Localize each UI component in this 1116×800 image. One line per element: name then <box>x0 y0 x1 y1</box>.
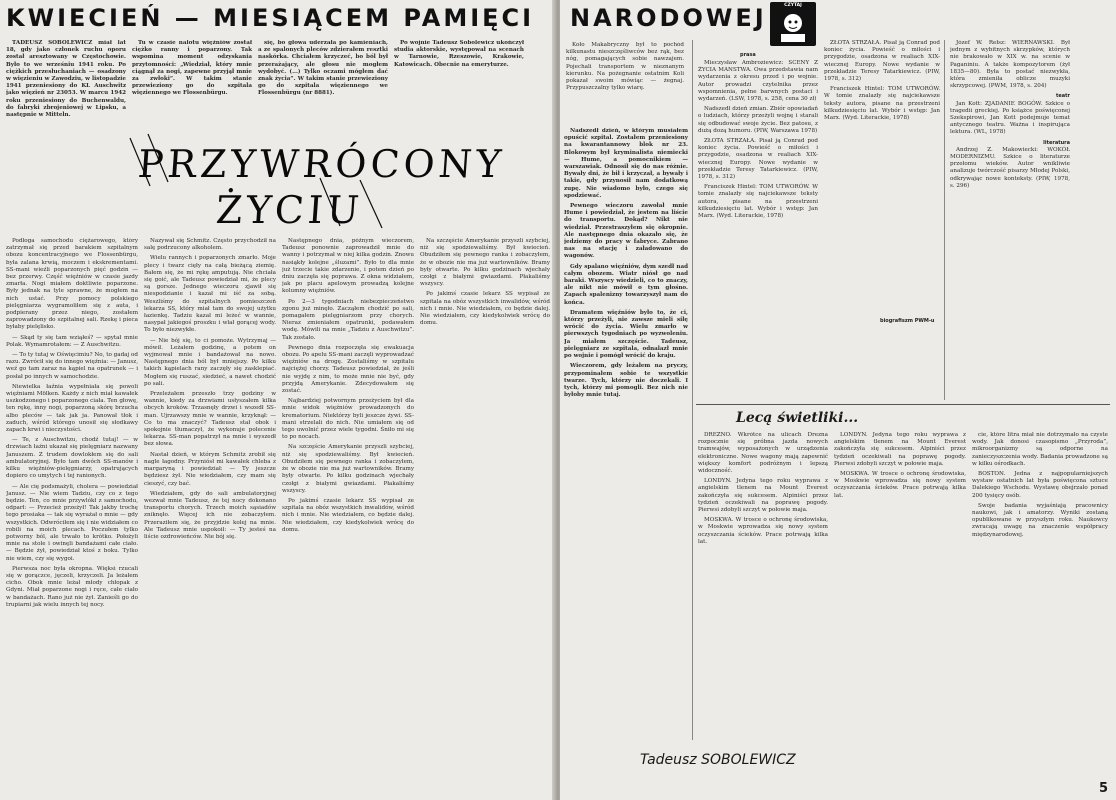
body-paragraph: — Ale cię podsmażyli, cholera — powiedział Janusz. — Nie wiem Tadziu, czy co z tego będzie. Ten, co mnie przywlókł z samochodu, odparł: — Przecież przeżył! Tak jakby trochę tego prosiaka — tak się wyrażał o mnie — gdy wszystkich. Odwróciłem się i nie widziałem co robili na moich plecach. Poczułem tylko potworny ból, ale trwało to krótko. Położyli mnie na stole i owinęli bandażami całe ciało. — Będzie żył, powiedział ktoś z boku. Tylko nie wiem, czy się wygoi. <box>6 483 138 562</box>
banner-title-right: NARODOWEJ <box>570 4 767 32</box>
sidebar-column-2 <box>824 40 940 396</box>
sidebar-label-literatura: literatura <box>1043 139 1070 146</box>
body-paragraph: Następnego dnia, późnym wieczorem, Tadeusz ponownie zaprowadził mnie do wanny i potrzymał w niej kilka godzin. Znowu nasiąkły kolejne „śluzami”. Było to dla mnie już trzecie takie zdarzenie, i potem dzień po dniu zaczęła się poprawa. Z okna widziałem, jak po placu apelowym prowadzą kolejne kolumny więźniów. <box>282 238 414 295</box>
body-paragraph: Pewnego wieczoru zawołał mnie Hume i powiedział, że jestem na liście do transportu. Dokąd? Nikt nie wiedział. Przestraszyłem się okropnie. Ale następnego dnia okazało się, że jedziemy do pracy w fabryce. Zabrano nas na stację i załadowano do wagonów. <box>564 203 688 260</box>
body-paragraph: Po 2—3 tygodniach niebezpieczeństwo zgonu już minęło. Zacząłem chodzić po sali, pomagałem pielęgniarzom przy chorych. Nieraz zmieniałem opatrunki, podawałem wodę. Mówili na mnie „Tadziu z Auschwitzu”. Tak zostało. <box>282 298 414 341</box>
column-divider <box>944 40 945 400</box>
sidebar-item: Nadszedł dzień zmian. Zbiór opowiadań o ludziach, którzy przeżyli wojnę i starali się odbudować swoje życie. Bez patosu, z dużą dozą humoru. (PIW, Warszawa 1978) <box>698 106 818 134</box>
article-title-line-2: ŻYCIU <box>214 188 365 232</box>
news-item: LONDYN. Jedyna tego roku wyprawa z angielskim tlenem na Mount Everest zakończyła się sukcesem. Alpiniści przez tydzień oczekiwali na poprawę pogody. Pierwsi zdobyli szczyt w połowie maja. <box>698 478 828 514</box>
body-paragraph: — To ty tutaj w Oświęcimiu? No, to gadaj od razu. Zwrócił się do innego więźnia: — Janusz, weź go tam zaraz na kąpiel na opatrunek — i posłał po innych w samochodzie. <box>6 352 138 380</box>
sidebar-label-teatr: teatr <box>1055 93 1070 100</box>
sidebar-label-books: biografiszm PWM-u <box>880 318 935 324</box>
news-item: BOSTON. Jedna z najpopularniejszych wystaw ostatnich lat była poświęcona sztuce Dalekiego Wschodu. Wystawę obejrzało ponad 200 tysięcy osób. <box>972 471 1108 499</box>
body-paragraph: Nazywał się Schmitz. Często przychodził na salę podrzucony alkoholem. <box>144 238 276 252</box>
body-paragraph: Dramatem więźniów było to, że ci, którzy przeżyli, nie zawsze mieli siłę wrócić do życia. Wielu zmarło w pierwszych tygodniach po wyzwoleniu. Ja miałem szczęście. Tadeusz, pielęgniarz ze szpitala, odnalazł mnie po wojnie i pomógł wrócić do kraju. <box>564 309 688 360</box>
body-paragraph: Pierwsza noc była okropna. Więksi rzucali się w gorączce, jęczeli, krzyczeli. Ja leżałem cicho. Obok mnie leżał młody chłopak z Gdyni. Miał poparzone nogi i ręce, całe ciało w bandażach. Rano już nie żył. Zanieśli go do trupiarni jak wielu innych tej nocy. <box>6 565 138 608</box>
news-item: MOSKWA. W trosce o ochronę środowiska, w Moskwie wprowadza się nowy system oczyszczania ścieków. Prace potrwają kilka lat. <box>834 471 966 499</box>
news-item: cie, które litra miał nie dotrzymało na czyste wody. Jak donosi czasopismo „Przyroda”, mikroorganizmy są odporne na zanieczyszczenia wody. Badania prowadzone są w kilku ośrodkach. <box>972 432 1108 467</box>
body-column-2 <box>144 238 276 790</box>
body-paragraph: Najbardziej potwornym przeżyciem był dla mnie widok więźniów prowadzonych do krematorium. Niektórzy byli jeszcze żywi. SS-mani strzelali do nich. Nie umiałem się od tego uwolnić przez wiele tygodni. Śniło mi się to po nocach. <box>282 398 414 441</box>
intro-paragraph: TADEUSZ SOBOLEWICZ miał lat 18, gdy jako członek ruchu oporu został aresztowany w Częstochowie. Było to we wrześniu 1941 roku. Po ciężkich przesłuchaniach — osadzony w więzieniu w Zawodziu, w listopadzie 1941 przeniesiony do KL Auschwitz jako więzień nr 23053. W marcu 1942 roku przeniesiony do Buchenwaldu, do fabryki zbrojeniowej w Lipsku, a następnie w Mitteln. <box>6 40 126 119</box>
sidebar-item: Franciszek Hintel: TOM UTWORÓW. W tomie znalazły się najciekawsze teksty autora, pisane na przestrzeni kilkudziesięciu lat. Wybór i wstęp: Jan Marx. (Wyd. Literackie, 1978) <box>698 184 818 220</box>
body-paragraph: — Skąd ty się tam wziąłeś? — spytał mnie Polak. Wymamrotałem: — Z Auschwitzu. <box>6 334 138 348</box>
body-column-1 <box>6 238 138 790</box>
lower-column-1 <box>698 432 828 792</box>
logo-top-text: CZYTAJ <box>784 3 802 8</box>
body-paragraph: Nadszedł dzień, w którym musiałem opuścić szpital. Zostałem przeniesiony na kwarantannowy blok nr 23. Blokowym był kryminalista niemiecki — Hume, a pomocnikiem — warszawiak. Odnosił się do nas różnie. Bywały dni, że bił i krzyczał, a bywały i takie, gdy przynosił nam dodatkową zupę. Nie wiadomo było, czego się spodziewać. <box>564 128 688 199</box>
intro-column-4 <box>394 40 524 124</box>
body-paragraph: Po jakimś czasie lekarz SS wypisał ze szpitala na obóz wszystkich inwalidów, wśród nich i mnie. Nie wiedziałem, co będzie dalej. Nie wiedziałem, czy kiedykolwiek wrócę do domu. <box>420 291 550 327</box>
news-item: LONDYN. Jedyna tego roku wyprawa z angielskim tlenem na Mount Everest zakończyła się sukcesem. Alpiniści przez tydzień oczekiwali na poprawę pogody. Pierwsi zdobyli szczyt w połowie maja. <box>834 432 966 467</box>
banner-title-left: KWIECIEŃ — MIESIĄCEM PAMIĘCI <box>6 4 535 32</box>
magazine-logo <box>770 2 816 46</box>
news-item: DREZNO. Wkrótce na ulicach Drezna rozpocznie się próbna jazda nowych tramwajów, wyposażonych w urządzenia elektroniczne. Nowe wagony mają zapewnić większy komfort podróżnym i lepszą widoczność. <box>698 432 828 475</box>
sidebar-item: Andrzej Z. Makowiecki: WOKÓŁ MODERNIZMU. Szkice o literaturze przełomu wieków. Autor wnikliwie analizuje twórczość pisarzy Młodej Polski, odkrywając nowe konteksty. (PIW, 1978, s. 296) <box>950 146 1070 189</box>
body-paragraph: Niewielka łaźnia wypełniała się powoli więźniami Mölken. Każdy z nich miał kawałek uszkodzonego i poparzonego ciała. Ten głowę, ten rękę, inny nogi, poparzoną skórę brzucha albo pleców — tak jak ja. Panował tłok i zaduch, wśród którego unosił się słodkawy zapach krwi i nieczystości. <box>6 383 138 434</box>
news-item: MOSKWA. W trosce o ochronę środowiska, w Moskwie wprowadza się nowy system oczyszczania ścieków. Prace potrwają kilka lat. <box>698 517 828 545</box>
sidebar-item: Mieczysław Ambroziewicz: SCENY Z ŻYCIA MANSTWA. Owa przedstawia nam wydarzenia z okresu przed i po wojnie. Autor prowadzi czytelnika przez wspomnienia, pełne barwnych postaci i wydarzeń. (LSW, 1978, s. 258, cena 30 zł) <box>698 60 818 103</box>
intro-paragraph: Po wojnie Tadeusz Sobolewicz ukończył studia aktorskie, występował na scenach w Tarnowie, Rzeszowie, Krakowie, Katowicach. Obecnie na emeryturze. <box>394 40 524 68</box>
sidebar-section-label: prasa <box>740 52 756 58</box>
body-paragraph: Nastał dzień, w którym Schmitz zrobił się nagle łagodny. Przyniósł mi kawałek chleba z margaryną i powiedział: — Ty jeszcze będziesz żył. Nie wiedziałem, czy mam się cieszyć, czy bać. <box>144 451 276 487</box>
section-divider <box>696 404 1110 405</box>
lower-column-3 <box>972 432 1108 772</box>
body-paragraph: — Te, z Auschwitzu, chodź tutaj! — w drzwiach łaźni ukazał się pielęgniarz nazwany Januszem. Z trudem dowlokłem się do sali ambulatoryjnej. Było tam dwóch SS-manów i kilku więźniów-pielęgniarzy, opatrujących dopiero co umytych i tej ranionych. <box>6 437 138 480</box>
body-paragraph: Na szczęście Amerykanie przyszli szybciej, niż się spodziewaliśmy. Był kwiecień. Obudziłem się pewnego ranka i zobaczyłem, że w obozie nie ma już wartowników. Bramy były otwarte. Po kilku godzinach wjechały czołgi z białymi gwiazdami. Płakaliśmy wszyscy. <box>282 444 414 494</box>
intro-column-2 <box>132 40 252 124</box>
sidebar-item: ZŁOTA STRZAŁA. Pisał ją Conrad pod koniec życia. Powieść o miłości i przygodzie, osadzona w realiach XIX-wiecznej Europy. Nowe wydanie w przekładzie Teresy Tatarkiewicz. (PIW, 1978, s. 312) <box>698 138 818 181</box>
column-divider <box>692 40 693 740</box>
body-paragraph: Przeleżałem przeszło trzy godziny w wannie, kiedy za drzwiami usłyszałem kilka obcych kroków. Trzasnęły drzwi i wszedł SS-man. Ujrzawszy mnie w wannie, krzyknął: — Co to ma znaczyć? Tadeusz stał obok i spokojnie tłumaczył, że wykonuje polecenie lekarza. SS-man popatrzył na mnie i wyszedł bez słowa. <box>144 391 276 448</box>
sidebar-item: Jan Kott: ZJADANIE BOGÓW. Szkice o tragedii greckiej. Po książce poświęconej Szekspirowi, Jan Kott podejmuje temat antycznego teatru. Ważna i inspirująca lektura. (WL, 1978) <box>950 100 1070 136</box>
sidebar-column-1 <box>698 60 818 360</box>
lower-column-2 <box>834 432 966 792</box>
left-page <box>0 0 556 800</box>
body-paragraph: Koło Makabryczny był to pochód kilkunastu nieszczęśliwców bez rąk, bez nóg, pomagających sobie nawzajem. Pojechali transportem w nieznanym kierunku. Na pożegnanie ostatnim Koli pokazał swoim mówiąc — żegnaj. Przypuszczalny tylko wiarę. <box>566 42 684 92</box>
sidebar-item: Józef W. Rełsz: WIERNAWSKI. Był jednym z wybitnych skrzypków, których nie brakowało w XIX w. na scenie w Paganiniu. A także kompozytorem (żył 1835—80). Była to postać niezwykła, która zmieniła oblicze muzyki skrzypcowej. (PWM, 1978, s. 204) <box>950 40 1070 90</box>
sidebar-item: ZŁOTA STRZAŁA. Pisał ją Conrad pod koniec życia. Powieść o miłości i przygodzie, osadzona w realiach XIX-wiecznej Europy. Nowe wydanie w przekładzie Teresy Tatarkiewicz. (PIW, 1978, s. 312) <box>824 40 940 83</box>
intro-paragraph: Tu w czasie nalotu więźniów został ciężko ranny i poparzony. Tak wspomina moment odzyskania przytomności: „Wiedział, który mnie ciągnął za nogi, zapewne przyjął mnie za zwłoki”. W takim stanie przewieziony go do szpitala więziennego we Flossenbürgu. <box>132 40 252 97</box>
body-paragraph: — Nie bój się, to ci pomoże. Wytrzymaj — mówił. Leżałem godzinę, a potem on wyjmował mnie i bandażował na nowo. Następnego dnia ból był mniejszy. Po kilku takich kąpielach rany zaczęły się zasklepiać. Mogłem się ruszać, siedzieć, a nawet chodzić po sali. <box>144 337 276 387</box>
intro-column-3 <box>258 40 388 124</box>
article-title-block <box>120 130 507 232</box>
author-signature: Tadeusz SOBOLEWICZ <box>640 752 796 768</box>
body-paragraph: Wielu rannych i poparzonych zmarło. Moje plecy i twarz cięły na całą bieżącą ziemię. Bałem się, że mi rękę amputują. Nie chciała się goić, ale Tadeusz powiedział mi, że plecy są gorsze. Jednego wieczoru zjawił się niespodzianie i kazał mi iść za sobą. Weszliśmy do szpitalnych pomieszczeń lekarza SS, który miał tam do swojej użytku łazienkę. Tadziu kazał mi leżeć w wannie, nasypał jakiegoś proszku i wlał gorącej wody. To było niezwykłe. <box>144 255 276 334</box>
body-column-3 <box>282 238 414 790</box>
body-paragraph: Wiedziałem, gdy do sali ambulatoryjnej wezwał mnie Tadeusz, że tej nocy dokonano transportu chorych. Trzech moich sąsiadów zniknęło. Więcej ich nie zobaczyłem. Przeraziłem się, że przyjdzie kolej na mnie. Ale Tadeusz mnie uspokoił: — Ty jesteś na liście ozdrowieńców. Nie bój się. <box>144 490 276 540</box>
body-column-6 <box>564 128 688 738</box>
body-paragraph: Gdy spalano więźniów, dym szedł nad całym obozem. Wiatr niósł go nad baraki. Wszyscy wiedzieli, co to znaczy, ale nikt nie mówił o tym głośno. Zapach spalenizny towarzyszył nam do końca. <box>564 263 688 306</box>
page-number: 5 <box>1098 781 1108 796</box>
body-paragraph: Na szczęście Amerykanie przyszli szybciej, niż się spodziewaliśmy. Był kwiecień. Obudziłem się pewnego ranka i zobaczyłem, że w obozie nie ma już wartowników. Bramy były otwarte. Po kilku godzinach wjechały czołgi z białymi gwiazdami. Płakaliśmy wszyscy. <box>420 238 550 288</box>
body-paragraph: Pewnego dnia rozpoczęła się ewakuacja obozu. Po apelu SS-mani zaczęli wyprowadzać więźniów na drogę. Zostaliśmy w szpitalu najciężej chorzy. Tadeusz powiedział, że jeśli nie wyjdę z nim, to może mnie nie być, gdy przyjdą Amerykanie. Zdecydowałem się zostać. <box>282 344 414 395</box>
article-title-line-1: PRZYWRÓCONY <box>136 142 507 186</box>
body-paragraph: Wieczorem, gdy leżałem na pryczy, przypominałem sobie te wszystkie twarze. Tych, którzy nie doczekali. I tych, którzy mi pomogli. Bez nich nie byłoby mnie tutaj. <box>564 363 688 399</box>
sidebar-item: Franciszek Hintel: TOM UTWORÓW. W tomie znalazły się najciekawsze teksty autora, pisane na przestrzeni kilkudziesięciu lat. Wybór i wstęp: Jan Marx. (Wyd. Literackie, 1978) <box>824 86 940 122</box>
reader-icon <box>773 10 813 44</box>
body-paragraph: Po jakimś czasie lekarz SS wypisał ze szpitala na obóz wszystkich inwalidów, wśród nich i mnie. Nie wiedziałem, co będzie dalej. Nie wiedziałem, czy kiedykolwiek wrócę do domu. <box>282 497 414 533</box>
intro-column-1 <box>6 40 126 124</box>
lower-section-heading: Lecą świetliki... <box>736 410 859 426</box>
body-paragraph: Podłoga samochodu ciężarowego, który zatrzymał się przed barakiem szpitalnym obozu koncentracyjnego we Flossenbürgu, była zalana krwią, moczem i ekskrementami. SS-mani wieźli poparzonych pięć godzin — bez przerwy. Część więźniów w czasie jazdy zmarła. Nogi miałem doktliwie poparzone. Były jednak na tyle sprawne, że mogłem na nich ustać. Przy pomocy polskiego pielęgniarza wygramoliłem się z auta, i podpierany przez niego, zostałem zaprowadzony do szpitalnej sali. Rzekę i pieca byłaby pielęlisko. <box>6 238 138 331</box>
right-page <box>560 0 1116 800</box>
sidebar-column-3 <box>950 40 1070 400</box>
body-column-4 <box>420 238 550 790</box>
news-item: Swoje badania wyjaśniają pracownicy naukowi, jak i amatorzy. Wyniki zostaną opublikowane w przyszłym roku. Naukowcy zwracają uwagę na znaczenie współpracy międzynarodowej. <box>972 502 1108 538</box>
intro-paragraph: się, bo głowa uderzała po kamieniach, a ze spalonych pleców zdzierałem resztki naskórka. Chciałem krzyczeć, bo ból był przerażający, ale głosu nie mogłem wydobyć. (...) Tylko oczami mógłem dać znak życia”. W takim stanie przewieziony go do szpitala więziennego we Flossenbürgu (nr 8881). <box>258 40 388 97</box>
